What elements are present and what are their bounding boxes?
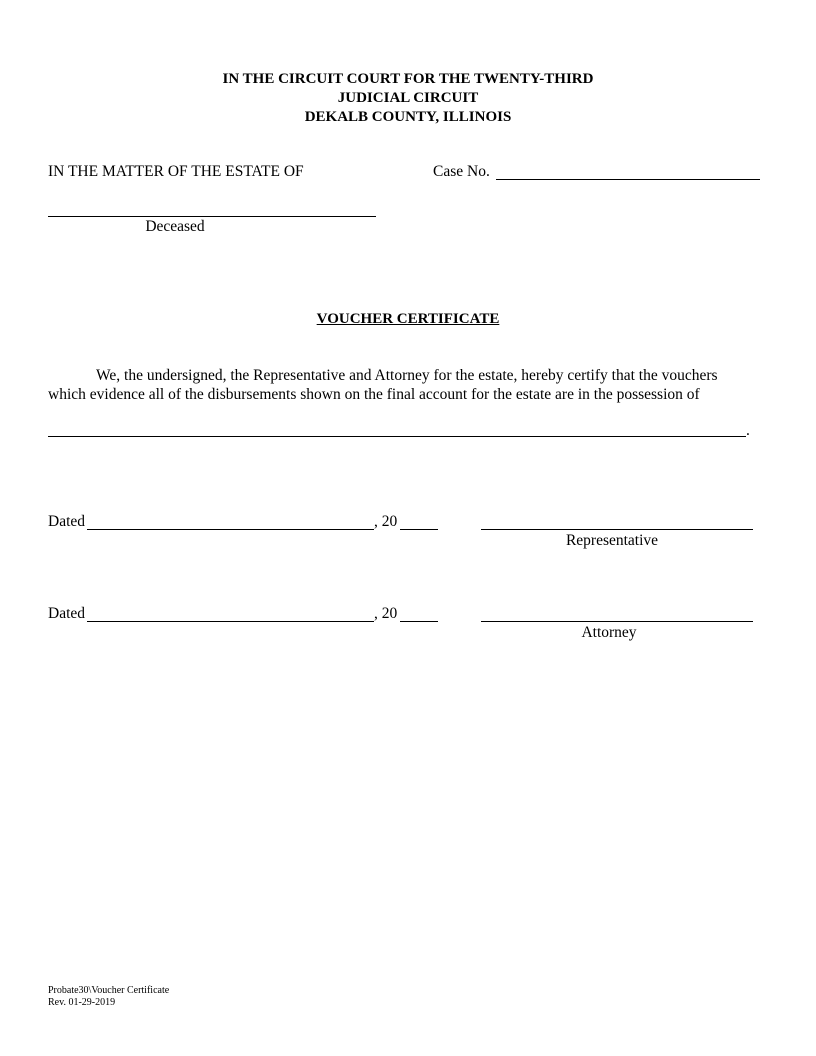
attorney-dated-label: Dated xyxy=(48,605,86,622)
attorney-year-prefix: , 20 xyxy=(374,605,398,622)
court-heading-line-2: JUDICIAL CIRCUIT xyxy=(337,90,479,106)
representative-dated-label: Dated xyxy=(48,513,86,530)
representative-year-field[interactable] xyxy=(400,513,438,530)
representative-year-prefix: , 20 xyxy=(374,513,398,530)
form-revision: Rev. 01-29-2019 xyxy=(48,997,116,1008)
deceased-label: Deceased xyxy=(145,218,205,235)
certification-paragraph: We, the undersigned, the Representative and Attorney for the estate, hereby certify that the vouchers which evidence all of the disbursements shown on the final account for the estate are in the possession of xyxy=(48,367,718,403)
case-number-field[interactable] xyxy=(496,163,760,180)
document-title: VOUCHER CERTIFICATE xyxy=(316,311,500,327)
court-heading-line-1: IN THE CIRCUIT COURT FOR THE TWENTY-THIRD xyxy=(222,71,594,87)
representative-label: Representative xyxy=(565,532,659,549)
court-heading-line-3: DEKALB COUNTY, ILLINOIS xyxy=(304,109,512,125)
form-id: Probate30\Voucher Certificate xyxy=(48,985,170,996)
estate-matter-label: IN THE MATTER OF THE ESTATE OF xyxy=(48,163,304,180)
possession-period: . xyxy=(746,422,750,439)
attorney-date-field[interactable] xyxy=(87,605,374,622)
attorney-signature-field[interactable] xyxy=(481,605,753,622)
representative-signature-field[interactable] xyxy=(481,513,753,530)
attorney-year-field[interactable] xyxy=(400,605,438,622)
case-number-label: Case No. xyxy=(433,163,490,180)
possession-holder-field[interactable] xyxy=(48,420,746,437)
attorney-label: Attorney xyxy=(581,624,637,641)
decedent-name-field[interactable] xyxy=(48,200,376,217)
representative-date-field[interactable] xyxy=(87,513,374,530)
